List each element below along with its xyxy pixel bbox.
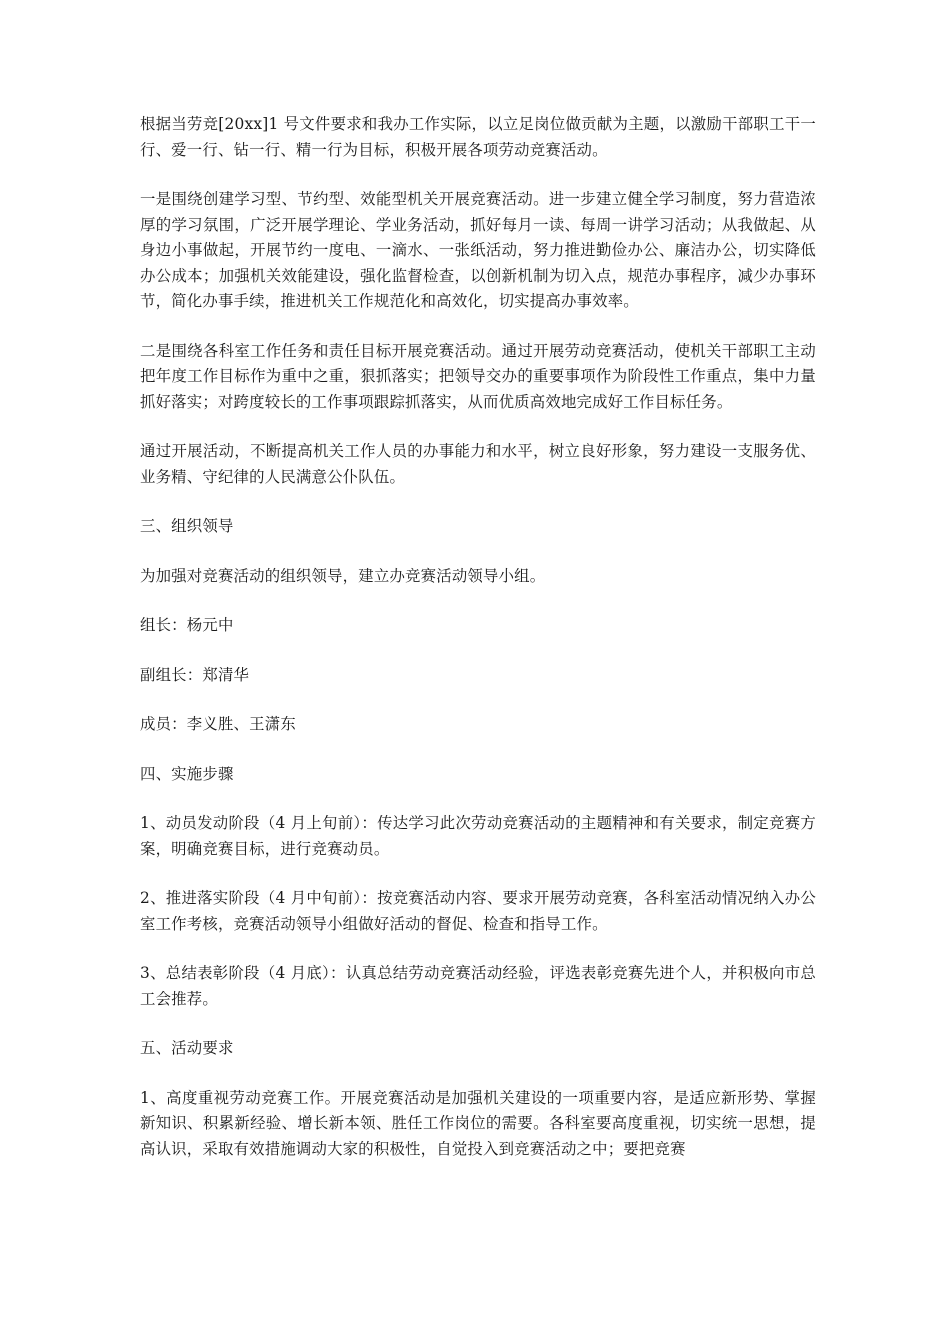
section-heading-organization: 三、组织领导 <box>140 517 234 535</box>
step-summary: 3、总结表彰阶段（4 月底）：认真总结劳动竞赛活动经验，评选表彰竞赛先进个人，并积极向市总工会推荐。 <box>140 964 816 1008</box>
document-body <box>140 112 816 1186</box>
group-members: 成员：李义胜、王潇东 <box>140 715 296 733</box>
section-heading-steps: 四、实施步骤 <box>140 764 234 783</box>
step-mobilization: 1、动员发动阶段（4 月上旬前）：传达学习此次劳动竞赛活动的主题精神和有关要求，制定竞赛方案，明确竞赛目标，进行竞赛动员。 <box>140 814 816 858</box>
paragraph-goal: 通过开展活动，不断提高机关工作人员的办事能力和水平，树立良好形象，努力建设一支服务优、业务精、守纪律的人民满意公仆队伍。 <box>140 442 816 486</box>
intro-paragraph: 根据当劳竞[20xx]1 号文件要求和我办工作实际，以立足岗位做贡献为主题，以激励干部职工干一行、爱一行、钻一行、精一行为目标，积极开展各项劳动竞赛活动。 <box>140 115 816 159</box>
paragraph-leadership-group: 为加强对竞赛活动的组织领导，建立办竞赛活动领导小组。 <box>140 566 546 585</box>
paragraph-learning-contest: 一是围绕创建学习型、节约型、效能型机关开展竞赛活动。进一步建立健全学习制度，努力营造浓厚的学习氛围，广泛开展学理论、学业务活动，抓好每月一读、每周一讲学习活动；从我做起、从身边小事做起，开展节约一度电、一滴水、一张纸活动，努力推进勤俭办公、廉洁办公，切实降低办公成本；加强机关效能建设，强化监督检查，以创新机制为切入点，规范办事程序，减少办事环节，简化办事手续，推进机关工作规范化和高效化，切实提高办事效率。 <box>140 190 816 310</box>
paragraph-department-contest: 二是围绕各科室工作任务和责任目标开展竞赛活动。通过开展劳动竞赛活动，使机关干部职工主动把年度工作目标作为重中之重，狠抓落实；把领导交办的重要事项作为阶段性工作重点，集中力量抓好落实；对跨度较长的工作事项跟踪抓落实，从而优质高效地完成好工作目标任务。 <box>140 341 816 411</box>
requirement-1: 1、高度重视劳动竞赛工作。开展竞赛活动是加强机关建设的一项重要内容，是适应新形势、掌握新知识、积累新经验、增长新本领、胜任工作岗位的需要。各科室要高度重视，切实统一思想，提高认识，采取有效措施调动大家的积极性，自觉投入到竞赛活动之中；要把竞赛 <box>140 1088 816 1158</box>
deputy-group-leader: 副组长：郑清华 <box>140 665 250 684</box>
section-heading-requirements: 五、活动要求 <box>140 1039 234 1057</box>
step-implementation: 2、推进落实阶段（4 月中旬前）：按竞赛活动内容、要求开展劳动竞赛，各科室活动情况纳入办公室工作考核，竞赛活动领导小组做好活动的督促、检查和指导工作。 <box>140 889 816 933</box>
group-leader: 组长：杨元中 <box>140 616 234 634</box>
